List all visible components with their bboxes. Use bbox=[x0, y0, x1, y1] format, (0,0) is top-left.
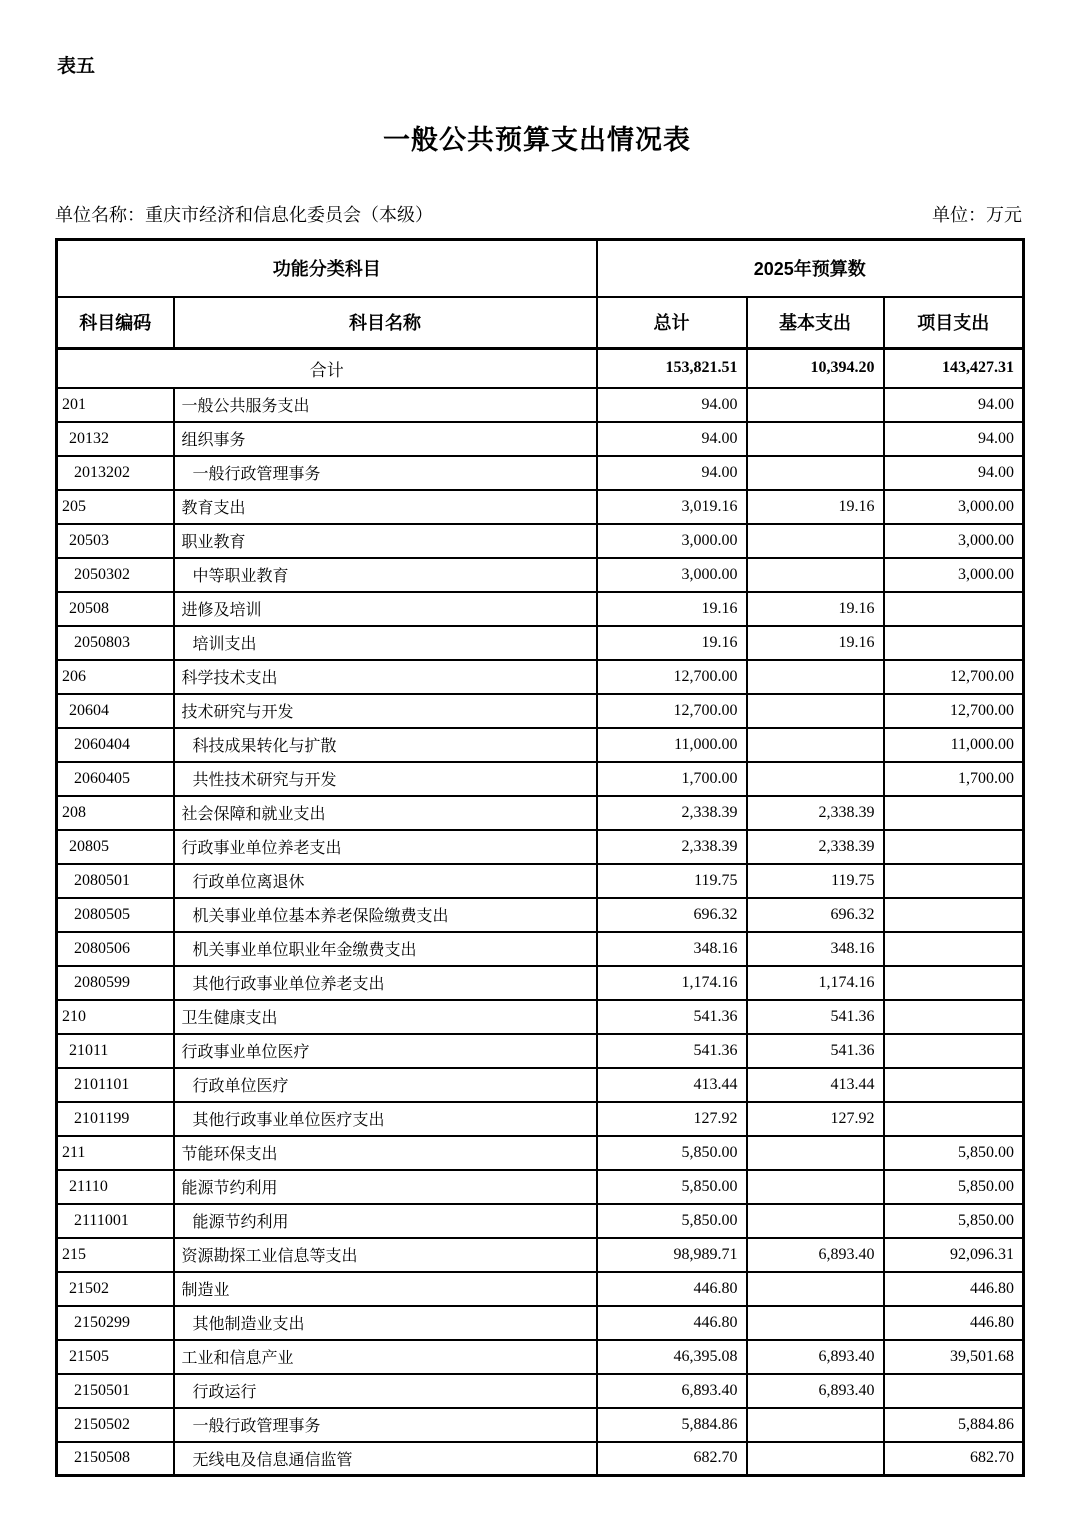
cell-basic: 6,893.40 bbox=[747, 1340, 884, 1374]
cell-project: 12,700.00 bbox=[884, 660, 1024, 694]
cell-subject-code: 2050302 bbox=[57, 558, 174, 592]
cell-subject-name: 节能环保支出 bbox=[174, 1136, 597, 1170]
cell-basic bbox=[747, 694, 884, 728]
cell-basic bbox=[747, 1408, 884, 1442]
table-row bbox=[57, 796, 1024, 830]
cell-basic: 413.44 bbox=[747, 1068, 884, 1102]
cell-subject-name: 共性技术研究与开发 bbox=[174, 762, 597, 796]
cell-total: 5,884.86 bbox=[597, 1408, 747, 1442]
cell-subject-name: 无线电及信息通信监管 bbox=[174, 1442, 597, 1476]
cell-subject-code: 210 bbox=[57, 1000, 174, 1034]
cell-subject-code: 206 bbox=[57, 660, 174, 694]
col-header-code: 科目编码 bbox=[57, 297, 174, 349]
cell-subject-code: 21011 bbox=[57, 1034, 174, 1068]
table-row bbox=[57, 592, 1024, 626]
cell-total: 127.92 bbox=[597, 1102, 747, 1136]
table-row bbox=[57, 388, 1024, 422]
cell-subject-code: 2150508 bbox=[57, 1442, 174, 1476]
cell-subject-code: 2150502 bbox=[57, 1408, 174, 1442]
col-header-name: 科目名称 bbox=[174, 297, 597, 349]
cell-total: 2,338.39 bbox=[597, 796, 747, 830]
cell-basic: 19.16 bbox=[747, 626, 884, 660]
table-row bbox=[57, 1408, 1024, 1442]
cell-total: 3,019.16 bbox=[597, 490, 747, 524]
cell-subject-name: 职业教育 bbox=[174, 524, 597, 558]
cell-subject-name: 其他行政事业单位医疗支出 bbox=[174, 1102, 597, 1136]
cell-subject-code: 20503 bbox=[57, 524, 174, 558]
cell-project: 94.00 bbox=[884, 388, 1024, 422]
cell-basic: 6,893.40 bbox=[747, 1374, 884, 1408]
cell-subject-code: 2080599 bbox=[57, 966, 174, 1000]
table-row bbox=[57, 694, 1024, 728]
table-row bbox=[57, 660, 1024, 694]
cell-subject-code: 2060404 bbox=[57, 728, 174, 762]
cell-subject-name: 进修及培训 bbox=[174, 592, 597, 626]
cell-subject-name: 行政单位医疗 bbox=[174, 1068, 597, 1102]
header-column-row bbox=[57, 297, 1024, 349]
meta-row bbox=[55, 201, 1022, 227]
col-header-basic: 基本支出 bbox=[747, 297, 884, 349]
cell-total: 119.75 bbox=[597, 864, 747, 898]
cell-total: 2,338.39 bbox=[597, 830, 747, 864]
cell-total: 3,000.00 bbox=[597, 558, 747, 592]
cell-basic: 1,174.16 bbox=[747, 966, 884, 1000]
cell-subject-name: 技术研究与开发 bbox=[174, 694, 597, 728]
cell-subject-name: 社会保障和就业支出 bbox=[174, 796, 597, 830]
table-row bbox=[57, 1442, 1024, 1476]
col-group-budget: 2025年预算数 bbox=[597, 240, 1024, 297]
cell-project: 682.70 bbox=[884, 1442, 1024, 1476]
cell-subject-code: 2080501 bbox=[57, 864, 174, 898]
table-row bbox=[57, 1340, 1024, 1374]
cell-subject-code: 201 bbox=[57, 388, 174, 422]
cell-total: 1,700.00 bbox=[597, 762, 747, 796]
cell-basic: 6,893.40 bbox=[747, 1238, 884, 1272]
cell-basic bbox=[747, 558, 884, 592]
total-row-total: 153,821.51 bbox=[597, 349, 747, 388]
cell-total: 12,700.00 bbox=[597, 660, 747, 694]
cell-subject-code: 21505 bbox=[57, 1340, 174, 1374]
cell-subject-code: 208 bbox=[57, 796, 174, 830]
cell-basic: 2,338.39 bbox=[747, 830, 884, 864]
cell-basic bbox=[747, 660, 884, 694]
table-row bbox=[57, 966, 1024, 1000]
table-row bbox=[57, 762, 1024, 796]
cell-project bbox=[884, 966, 1024, 1000]
cell-project: 12,700.00 bbox=[884, 694, 1024, 728]
cell-subject-code: 2101199 bbox=[57, 1102, 174, 1136]
cell-total: 696.32 bbox=[597, 898, 747, 932]
cell-total: 413.44 bbox=[597, 1068, 747, 1102]
cell-project bbox=[884, 1068, 1024, 1102]
cell-project: 3,000.00 bbox=[884, 558, 1024, 592]
cell-subject-code: 20132 bbox=[57, 422, 174, 456]
cell-subject-code: 20508 bbox=[57, 592, 174, 626]
unit-measure: 单位：万元 bbox=[932, 205, 1022, 225]
cell-project bbox=[884, 1034, 1024, 1068]
cell-subject-name: 教育支出 bbox=[174, 490, 597, 524]
cell-subject-name: 其他行政事业单位养老支出 bbox=[174, 966, 597, 1000]
cell-basic bbox=[747, 1136, 884, 1170]
cell-total: 6,893.40 bbox=[597, 1374, 747, 1408]
table-row bbox=[57, 558, 1024, 592]
cell-project bbox=[884, 1000, 1024, 1034]
cell-total: 94.00 bbox=[597, 422, 747, 456]
cell-subject-name: 一般公共服务支出 bbox=[174, 388, 597, 422]
cell-basic: 2,338.39 bbox=[747, 796, 884, 830]
total-row-project: 143,427.31 bbox=[884, 349, 1024, 388]
cell-subject-code: 205 bbox=[57, 490, 174, 524]
col-header-project: 项目支出 bbox=[884, 297, 1024, 349]
cell-basic bbox=[747, 1204, 884, 1238]
cell-subject-name: 制造业 bbox=[174, 1272, 597, 1306]
cell-project: 94.00 bbox=[884, 422, 1024, 456]
cell-subject-name: 一般行政管理事务 bbox=[174, 456, 597, 490]
cell-total: 5,850.00 bbox=[597, 1136, 747, 1170]
cell-project: 446.80 bbox=[884, 1272, 1024, 1306]
table-row bbox=[57, 932, 1024, 966]
cell-subject-code: 2013202 bbox=[57, 456, 174, 490]
cell-total: 94.00 bbox=[597, 388, 747, 422]
page-title: 一般公共预算支出情况表 bbox=[383, 125, 691, 155]
table-row bbox=[57, 1238, 1024, 1272]
cell-project bbox=[884, 864, 1024, 898]
cell-total: 446.80 bbox=[597, 1272, 747, 1306]
cell-project bbox=[884, 932, 1024, 966]
cell-subject-name: 资源勘探工业信息等支出 bbox=[174, 1238, 597, 1272]
total-row-label: 合计 bbox=[57, 349, 597, 388]
table-row bbox=[57, 1102, 1024, 1136]
table-row bbox=[57, 1272, 1024, 1306]
cell-basic bbox=[747, 728, 884, 762]
cell-total: 5,850.00 bbox=[597, 1204, 747, 1238]
cell-project: 446.80 bbox=[884, 1306, 1024, 1340]
cell-basic bbox=[747, 388, 884, 422]
cell-basic: 696.32 bbox=[747, 898, 884, 932]
cell-project: 92,096.31 bbox=[884, 1238, 1024, 1272]
table-row bbox=[57, 1000, 1024, 1034]
cell-total: 12,700.00 bbox=[597, 694, 747, 728]
cell-subject-name: 行政运行 bbox=[174, 1374, 597, 1408]
cell-project: 94.00 bbox=[884, 456, 1024, 490]
cell-subject-code: 2101101 bbox=[57, 1068, 174, 1102]
cell-total: 19.16 bbox=[597, 592, 747, 626]
col-header-total: 总计 bbox=[597, 297, 747, 349]
cell-subject-code: 21110 bbox=[57, 1170, 174, 1204]
table-row bbox=[57, 524, 1024, 558]
cell-subject-name: 工业和信息产业 bbox=[174, 1340, 597, 1374]
table-row bbox=[57, 422, 1024, 456]
cell-basic bbox=[747, 1170, 884, 1204]
cell-subject-code: 2111001 bbox=[57, 1204, 174, 1238]
total-row-basic: 10,394.20 bbox=[747, 349, 884, 388]
cell-total: 3,000.00 bbox=[597, 524, 747, 558]
cell-subject-code: 20604 bbox=[57, 694, 174, 728]
table-row bbox=[57, 728, 1024, 762]
cell-subject-name: 行政事业单位医疗 bbox=[174, 1034, 597, 1068]
cell-total: 541.36 bbox=[597, 1000, 747, 1034]
table-row bbox=[57, 490, 1024, 524]
cell-subject-name: 一般行政管理事务 bbox=[174, 1408, 597, 1442]
cell-subject-name: 机关事业单位职业年金缴费支出 bbox=[174, 932, 597, 966]
cell-subject-code: 20805 bbox=[57, 830, 174, 864]
cell-subject-code: 2050803 bbox=[57, 626, 174, 660]
cell-basic bbox=[747, 524, 884, 558]
cell-subject-name: 中等职业教育 bbox=[174, 558, 597, 592]
cell-total: 98,989.71 bbox=[597, 1238, 747, 1272]
cell-basic: 541.36 bbox=[747, 1034, 884, 1068]
cell-total: 5,850.00 bbox=[597, 1170, 747, 1204]
cell-project: 11,000.00 bbox=[884, 728, 1024, 762]
cell-basic: 19.16 bbox=[747, 490, 884, 524]
cell-project bbox=[884, 796, 1024, 830]
cell-project: 5,850.00 bbox=[884, 1170, 1024, 1204]
cell-total: 19.16 bbox=[597, 626, 747, 660]
cell-basic bbox=[747, 422, 884, 456]
cell-total: 94.00 bbox=[597, 456, 747, 490]
table-row bbox=[57, 1374, 1024, 1408]
cell-total: 46,395.08 bbox=[597, 1340, 747, 1374]
cell-basic bbox=[747, 1272, 884, 1306]
cell-basic bbox=[747, 1442, 884, 1476]
cell-project bbox=[884, 626, 1024, 660]
cell-subject-name: 培训支出 bbox=[174, 626, 597, 660]
cell-project: 3,000.00 bbox=[884, 490, 1024, 524]
cell-subject-name: 科技成果转化与扩散 bbox=[174, 728, 597, 762]
cell-subject-name: 卫生健康支出 bbox=[174, 1000, 597, 1034]
cell-project: 5,884.86 bbox=[884, 1408, 1024, 1442]
cell-subject-name: 科学技术支出 bbox=[174, 660, 597, 694]
cell-basic bbox=[747, 762, 884, 796]
cell-subject-code: 2080505 bbox=[57, 898, 174, 932]
cell-basic bbox=[747, 1306, 884, 1340]
cell-subject-code: 2060405 bbox=[57, 762, 174, 796]
cell-total: 11,000.00 bbox=[597, 728, 747, 762]
cell-basic: 348.16 bbox=[747, 932, 884, 966]
cell-project: 39,501.68 bbox=[884, 1340, 1024, 1374]
cell-subject-name: 能源节约利用 bbox=[174, 1170, 597, 1204]
cell-subject-name: 能源节约利用 bbox=[174, 1204, 597, 1238]
table-row bbox=[57, 456, 1024, 490]
col-group-function: 功能分类科目 bbox=[57, 240, 597, 297]
cell-subject-name: 机关事业单位基本养老保险缴费支出 bbox=[174, 898, 597, 932]
cell-total: 348.16 bbox=[597, 932, 747, 966]
table-row bbox=[57, 864, 1024, 898]
table-row bbox=[57, 1170, 1024, 1204]
table-row bbox=[57, 1204, 1024, 1238]
budget-table bbox=[55, 238, 1025, 1477]
cell-basic bbox=[747, 456, 884, 490]
cell-subject-name: 行政事业单位养老支出 bbox=[174, 830, 597, 864]
cell-basic: 541.36 bbox=[747, 1000, 884, 1034]
total-row bbox=[57, 349, 1024, 388]
table-row bbox=[57, 626, 1024, 660]
table-row bbox=[57, 898, 1024, 932]
table-row bbox=[57, 1306, 1024, 1340]
cell-basic: 19.16 bbox=[747, 592, 884, 626]
sheet-label: 表五 bbox=[57, 56, 96, 77]
table-row bbox=[57, 830, 1024, 864]
cell-project: 3,000.00 bbox=[884, 524, 1024, 558]
cell-project: 1,700.00 bbox=[884, 762, 1024, 796]
cell-total: 682.70 bbox=[597, 1442, 747, 1476]
cell-subject-code: 2080506 bbox=[57, 932, 174, 966]
unit-name: 单位名称：重庆市经济和信息化委员会（本级） bbox=[55, 205, 433, 225]
header-group-row bbox=[57, 240, 1024, 297]
cell-basic: 119.75 bbox=[747, 864, 884, 898]
cell-project: 5,850.00 bbox=[884, 1136, 1024, 1170]
cell-subject-name: 其他制造业支出 bbox=[174, 1306, 597, 1340]
cell-total: 446.80 bbox=[597, 1306, 747, 1340]
cell-subject-name: 组织事务 bbox=[174, 422, 597, 456]
cell-project bbox=[884, 898, 1024, 932]
cell-subject-name: 行政单位离退休 bbox=[174, 864, 597, 898]
cell-total: 541.36 bbox=[597, 1034, 747, 1068]
table-row bbox=[57, 1136, 1024, 1170]
cell-subject-code: 215 bbox=[57, 1238, 174, 1272]
cell-total: 1,174.16 bbox=[597, 966, 747, 1000]
table-row bbox=[57, 1068, 1024, 1102]
cell-subject-code: 2150299 bbox=[57, 1306, 174, 1340]
table-row bbox=[57, 1034, 1024, 1068]
cell-project bbox=[884, 1102, 1024, 1136]
cell-subject-code: 2150501 bbox=[57, 1374, 174, 1408]
cell-project bbox=[884, 1374, 1024, 1408]
cell-subject-code: 21502 bbox=[57, 1272, 174, 1306]
cell-subject-code: 211 bbox=[57, 1136, 174, 1170]
cell-project: 5,850.00 bbox=[884, 1204, 1024, 1238]
cell-project bbox=[884, 592, 1024, 626]
cell-basic: 127.92 bbox=[747, 1102, 884, 1136]
cell-project bbox=[884, 830, 1024, 864]
